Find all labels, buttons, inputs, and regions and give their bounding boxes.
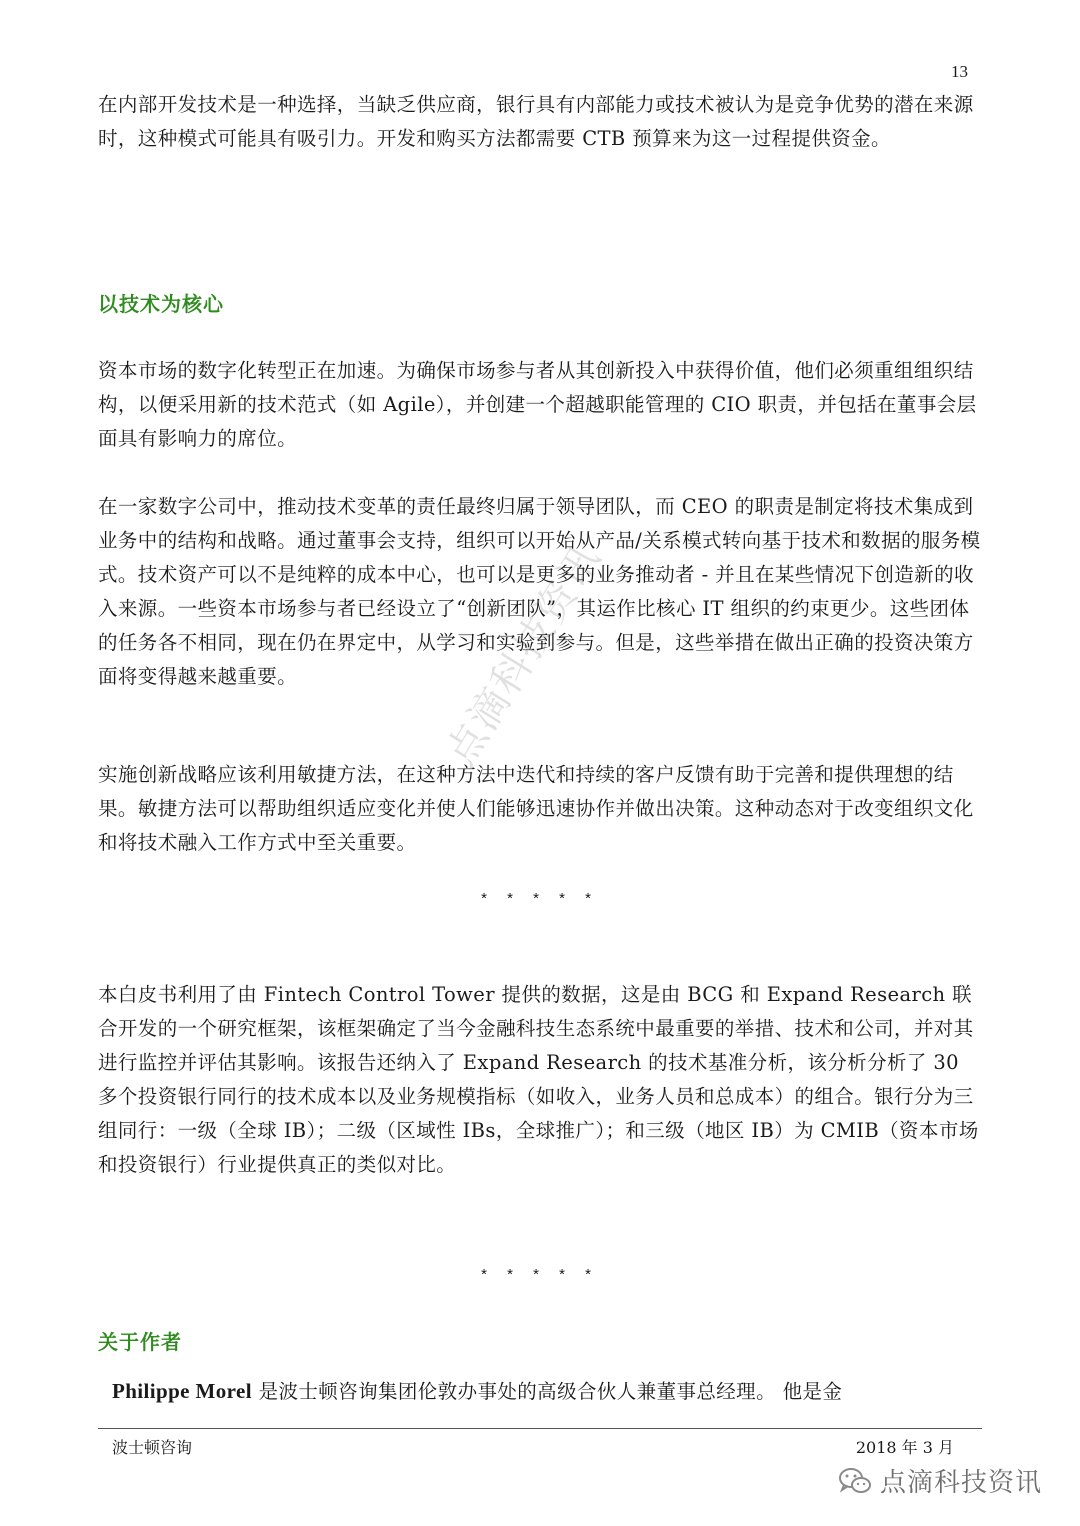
separator-stars: * * * * * — [481, 890, 599, 907]
wechat-icon — [838, 1466, 872, 1496]
paragraph-ceo-responsibility: 在一家数字公司中，推动技术变革的责任最终归属于领导团队，而 CEO 的职责是制定将技术集成到业务中的结构和战略。通过董事会支持，组织可以开始从产品/关系模式转向基于技术和数据的服务模式。技术资产可以不是纯粹的成本中心，也可以是更多的业务推动者 - 并且在某些情况下创造新的收入来源。一些资本市场参与者已经设立了“创新团队”，其运作比核心 IT 组织的约束更少。这些团体的任务各不相同，现在仍在界定中，从学习和实验到参与。但是，这些举措在做出正确的投资决策方面将变得越来越重要。 — [98, 495, 981, 688]
page-number: 13 — [951, 62, 968, 81]
watermark: 点滴科技资讯 — [437, 536, 611, 775]
wechat-brand-name: 点滴科技资讯 — [880, 1468, 1043, 1498]
separator-stars: * * * * * — [481, 1266, 599, 1283]
footer-publisher: 波士顿咨询 — [112, 1438, 193, 1457]
author-name: Philippe Morel — [112, 1379, 252, 1403]
footer-divider — [98, 1428, 982, 1429]
author-bio — [112, 1374, 982, 1409]
paragraph-whitepaper-data: 本白皮书利用了由 Fintech Control Tower 提供的数据，这是由 BCG 和 Expand Research 联合开发的一个研究框架，该框架确定了当今金融科技生态系统中最重要的举措、技术和公司，并对其进行监控并评估其影响。该报告还纳入了 Expand Research 的技术基准分析，该分析分析了 30 多个投资银行同行的技术成本以及业务规模指标（如收入，业务人员和总成本）的组合。银行分为三组同行：一级（全球 IB）；二级（区域性 IBs，全球推广）；和三级（地区 IB）为 CMIB（资本市场和投资银行）行业提供真正的类似对比。 — [98, 983, 979, 1176]
paragraph-agile-methods: 实施创新战略应该利用敏捷方法，在这种方法中迭代和持续的客户反馈有助于完善和提供理想的结果。敏捷方法可以帮助组织适应变化并使人们能够迅速协作并做出决策。这种动态对于改变组织文化和将技术融入工作方式中至关重要。 — [98, 763, 974, 854]
paragraph-digital-transformation: 资本市场的数字化转型正在加速。为确保市场参与者从其创新投入中获得价值，他们必须重组组织结构，以便采用新的技术范式（如 Agile），并创建一个超越职能管理的 CIO 职责，并包括在董事会层面具有影响力的席位。 — [98, 359, 977, 450]
intro-paragraph: 在内部开发技术是一种选择，当缺乏供应商，银行具有内部能力或技术被认为是竞争优势的潜在来源时，这种模式可能具有吸引力。开发和购买方法都需要 CTB 预算来为这一过程提供资金。 — [98, 93, 974, 150]
about-author-heading: 关于作者 — [98, 1330, 182, 1354]
wechat-badge — [838, 1462, 1042, 1499]
section-heading-tech-core: 以技术为核心 — [98, 292, 224, 316]
author-bio-text: 是波士顿咨询集团伦敦办事处的高级合伙人兼董事总经理。 他是金 — [251, 1380, 843, 1403]
footer-date: 2018 年 3 月 — [855, 1438, 954, 1457]
